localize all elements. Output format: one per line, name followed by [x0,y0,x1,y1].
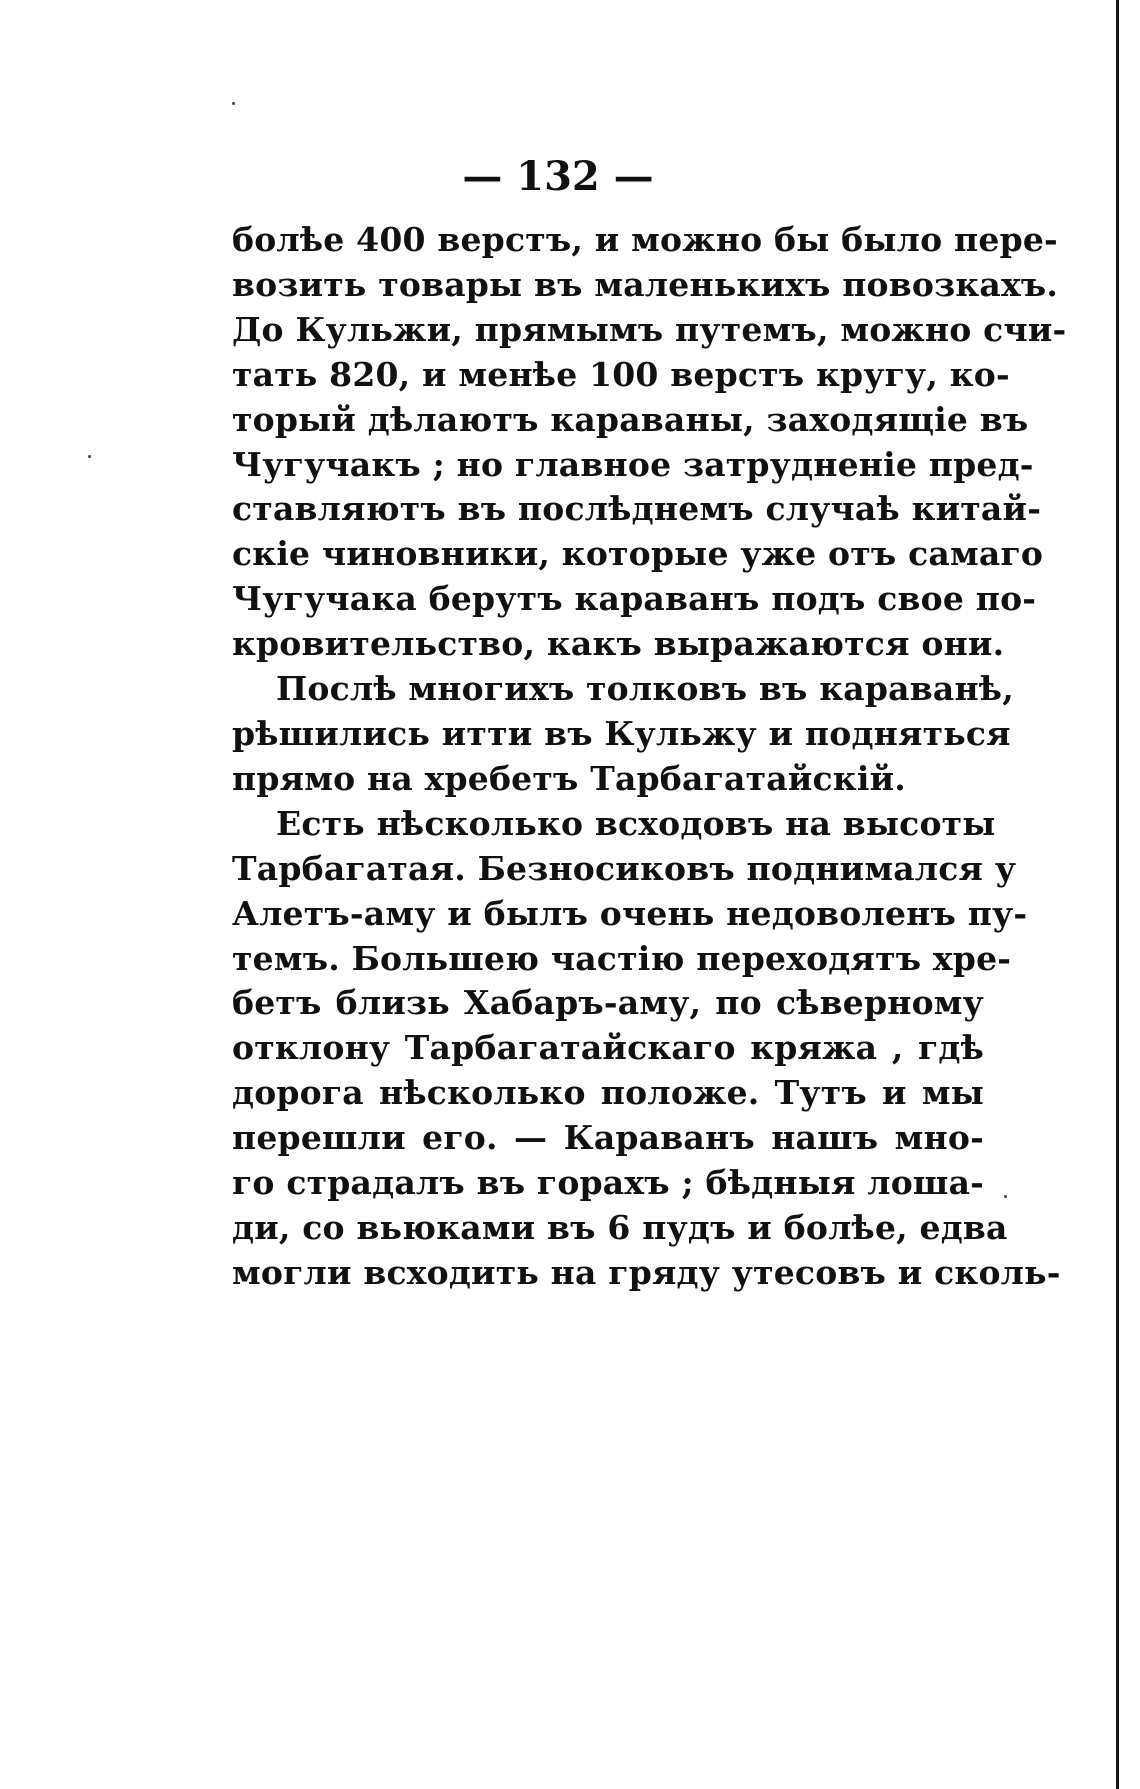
text-line: Есть нѣсколько всходовъ на высоты [276,803,996,843]
text-line: кровительство, какъ выражаются они. [232,624,1005,664]
text-line: отклону Тарбагатайскаго кряжа , гдѣ [232,1028,984,1068]
text-line: ставляютъ въ послѣднемъ случаѣ китай- [232,489,1042,529]
text-line: темъ. Большею частію переходятъ хре- [232,938,1012,978]
text-line: тать 820, и менѣе 100 верстъ кругу, ко- [232,354,1010,394]
text-line: перешли его. — Караванъ нашъ мно- [232,1118,984,1158]
text-line: болѣе 400 верстъ, и можно бы было пере- [232,220,1058,259]
text-line: го страдалъ въ горахъ ; бѣдныя лоша- [232,1163,985,1203]
page-number: — 132 — [462,153,654,200]
page-edge-line [1116,0,1119,1789]
print-speck [88,455,91,458]
print-speck [1004,1195,1007,1198]
text-line: рѣшились итти въ Кульжу и подняться [232,713,1011,753]
text-line: Послѣ многихъ толковъ въ караванѣ, [276,669,1014,709]
paragraph-2 [232,667,1014,802]
paragraph-1 [232,218,1067,667]
text-line: торый дѣлаютъ караваны, заходящіе въ [232,399,1029,439]
text-line: ди, со вьюками въ 6 пудъ и болѣе, едва [232,1207,1008,1247]
text-line: Чугучакъ ; но главное затрудненіе пред- [232,444,1034,484]
text-line: скіе чиновники, которые уже отъ самаго [232,534,1044,574]
text-line: До Кульжи, прямымъ путемъ, можно счи- [232,309,1067,349]
text-line: могли всходить на гряду утесовъ и сколь- [232,1252,1061,1292]
text-line: прямо на хребетъ Тарбагатайскій. [232,758,906,798]
paragraph-3 [232,802,1061,1296]
text-line: дорога нѣсколько положе. Тутъ и мы [232,1073,984,1113]
body-text [232,218,1067,1296]
text-line: Алетъ-аму и былъ очень недоволенъ пу- [232,893,1028,933]
text-line: бетъ близь Хабаръ-аму, по сѣверному [232,983,984,1023]
text-line: Чугучака берутъ караванъ подъ свое по- [232,579,1037,619]
text-line: возить товары въ маленькихъ повозкахъ. [232,264,1059,304]
print-speck [232,102,235,105]
text-line: Тарбагатая. Безносиковъ поднимался у [232,848,1017,888]
